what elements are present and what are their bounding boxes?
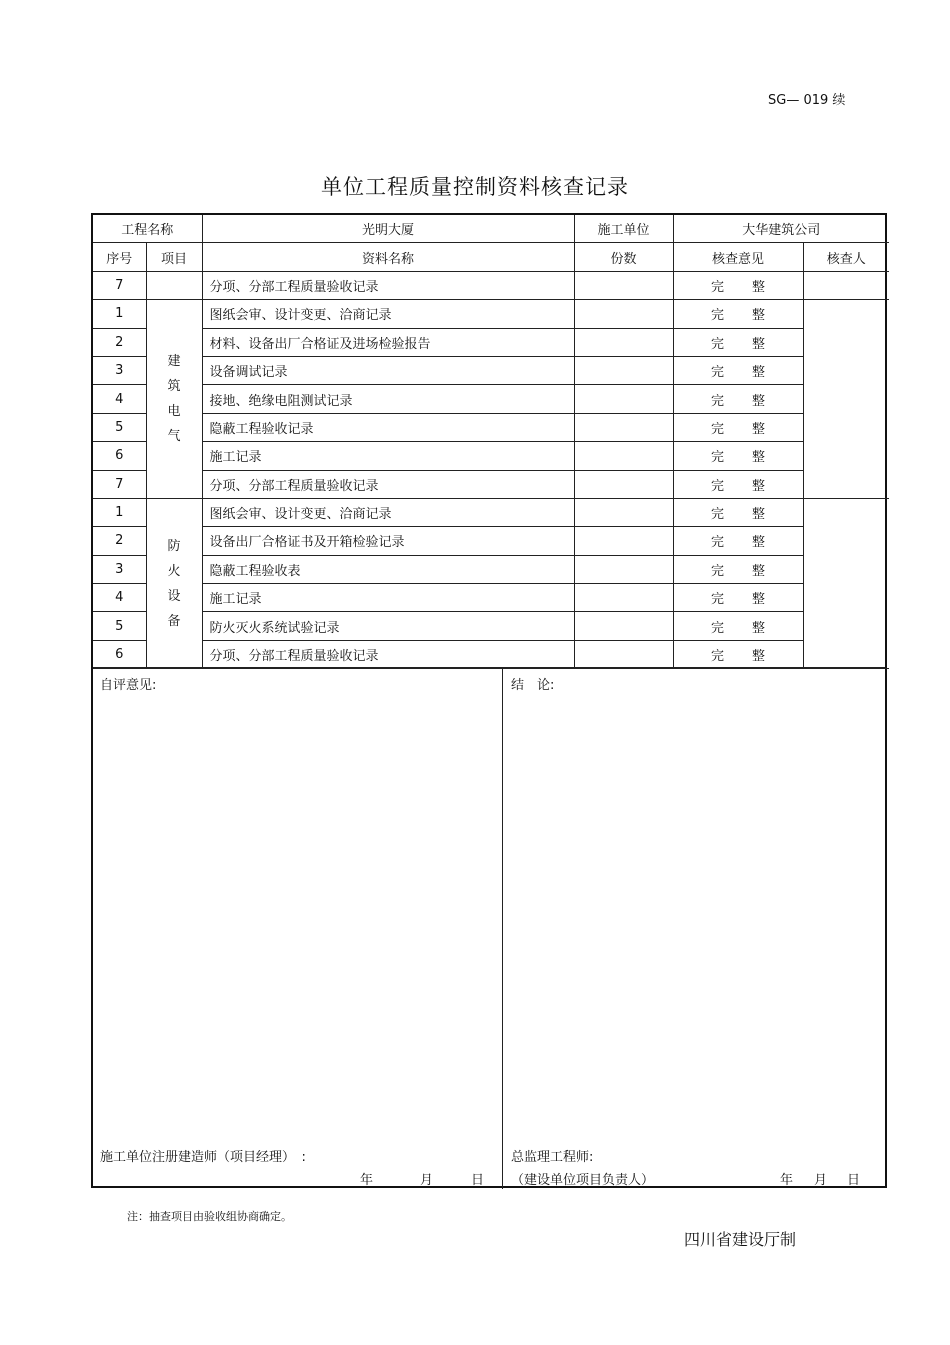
row-number: 3 — [93, 555, 146, 583]
opinion-char: 完 — [711, 620, 725, 636]
row-number: 2 — [93, 328, 146, 356]
col-header-opinion: 核查意见 — [673, 243, 803, 271]
record-name: 接地、绝缘电阻测试记录 — [202, 385, 574, 413]
opinion-char: 整 — [752, 478, 766, 494]
document-code: SG— 019 续 — [768, 93, 846, 108]
category-char: 气 — [167, 429, 181, 445]
opinion-char: 整 — [752, 649, 766, 665]
table-row — [93, 385, 889, 413]
owner-representative-label: （建设单位项目负责人） — [511, 1173, 655, 1188]
record-name: 隐蔽工程验收记录 — [202, 413, 574, 441]
row-number: 7 — [93, 271, 146, 299]
copies-cell — [574, 356, 673, 384]
opinion-char: 完 — [711, 421, 725, 437]
copies-cell — [574, 328, 673, 356]
category-char: 火 — [167, 563, 181, 579]
opinion-char: 整 — [752, 421, 766, 437]
project-name-value: 光明大厦 — [202, 215, 574, 243]
table-row — [93, 555, 889, 583]
table-row — [93, 612, 889, 640]
date-month-label: 月 — [814, 1173, 828, 1188]
category-cell — [146, 300, 202, 499]
copies-cell — [574, 271, 673, 299]
opinion-char: 整 — [752, 336, 766, 352]
row-number: 4 — [93, 584, 146, 612]
self-evaluation-label: 自评意见: — [100, 678, 157, 693]
inspection-form — [91, 213, 887, 1188]
opinion-char: 完 — [711, 592, 725, 608]
record-name: 材料、设备出厂合格证及进场检验报告 — [202, 328, 574, 356]
opinion-char: 完 — [711, 535, 725, 551]
opinion-char: 整 — [752, 308, 766, 324]
footnote: 注：抽查项目由验收组协商确定。 — [127, 1210, 292, 1223]
table-row — [93, 527, 889, 555]
opinion-char: 完 — [711, 336, 725, 352]
opinion-char: 完 — [711, 450, 725, 466]
signature-area — [93, 667, 885, 1189]
opinion-char: 完 — [711, 365, 725, 381]
table-row — [93, 413, 889, 441]
table-row — [93, 498, 889, 526]
table-row — [93, 442, 889, 470]
date-year-label: 年 — [360, 1173, 374, 1188]
record-name: 图纸会审、设计变更、洽商记录 — [202, 498, 574, 526]
page-title: 单位工程质量控制资料核查记录 — [321, 175, 629, 199]
date-day-label: 日 — [847, 1173, 861, 1188]
opinion-char: 整 — [752, 450, 766, 466]
checker-cell — [803, 498, 889, 668]
opinion-char: 完 — [711, 478, 725, 494]
category-char: 设 — [167, 588, 181, 604]
copies-cell — [574, 300, 673, 328]
row-number: 6 — [93, 442, 146, 470]
check-opinion — [673, 300, 803, 328]
copies-cell — [574, 555, 673, 583]
copies-cell — [574, 584, 673, 612]
row-number: 7 — [93, 470, 146, 498]
construction-unit-label: 施工单位 — [574, 215, 673, 243]
check-opinion — [673, 498, 803, 526]
opinion-char: 整 — [752, 393, 766, 409]
row-number: 2 — [93, 527, 146, 555]
table-row — [93, 328, 889, 356]
column-header-row — [93, 243, 889, 271]
check-opinion — [673, 328, 803, 356]
supervisor-signer-label: 总监理工程师: — [511, 1150, 594, 1165]
record-name: 设备出厂合格证书及开箱检验记录 — [202, 527, 574, 555]
opinion-char: 完 — [711, 308, 725, 324]
conclusion-section — [503, 668, 885, 1189]
checker-cell — [803, 300, 889, 499]
record-name: 隐蔽工程验收表 — [202, 555, 574, 583]
copies-cell — [574, 442, 673, 470]
project-name-label: 工程名称 — [93, 215, 202, 243]
check-opinion — [673, 442, 803, 470]
check-opinion: 完 整 — [673, 271, 803, 299]
opinion-char: 完 — [711, 507, 725, 523]
records-table — [93, 215, 889, 669]
record-name: 分项、分部工程质量验收记录 — [202, 470, 574, 498]
opinion-char: 整 — [752, 535, 766, 551]
record-name: 防火灭火系统试验记录 — [202, 612, 574, 640]
check-opinion — [673, 385, 803, 413]
table-row — [93, 271, 889, 299]
category-char: 电 — [167, 404, 181, 420]
copies-cell — [574, 413, 673, 441]
category-char: 建 — [167, 354, 181, 370]
self-evaluation-section — [93, 668, 503, 1189]
col-header-copies: 份数 — [574, 243, 673, 271]
item-cell — [146, 271, 202, 299]
table-row — [93, 300, 889, 328]
category-char: 防 — [167, 538, 181, 554]
row-number: 4 — [93, 385, 146, 413]
table-row — [93, 640, 889, 668]
header-row — [93, 215, 889, 243]
check-opinion — [673, 413, 803, 441]
check-opinion — [673, 527, 803, 555]
opinion-char: 整 — [752, 620, 766, 636]
opinion-char: 完 — [711, 649, 725, 665]
check-opinion — [673, 584, 803, 612]
table-row — [93, 356, 889, 384]
col-header-no: 序号 — [93, 243, 146, 271]
check-opinion — [673, 555, 803, 583]
table-row — [93, 584, 889, 612]
row-number: 1 — [93, 498, 146, 526]
contractor-signer-label: 施工单位注册建造师（项目经理） : — [100, 1150, 306, 1165]
date-day-label: 日 — [471, 1173, 485, 1188]
check-opinion — [673, 356, 803, 384]
checker-cell — [803, 271, 889, 299]
construction-unit-value: 大华建筑公司 — [673, 215, 889, 243]
record-name: 分项、分部工程质量验收记录 — [202, 271, 574, 299]
row-number: 5 — [93, 413, 146, 441]
table-row — [93, 470, 889, 498]
copies-cell — [574, 498, 673, 526]
copies-cell — [574, 385, 673, 413]
date-year-label: 年 — [780, 1173, 794, 1188]
issuer-label: 四川省建设厅制 — [684, 1230, 797, 1249]
check-opinion — [673, 640, 803, 668]
category-char: 筑 — [167, 379, 181, 395]
record-name: 施工记录 — [202, 442, 574, 470]
row-number: 6 — [93, 640, 146, 668]
copies-cell — [574, 527, 673, 555]
copies-cell — [574, 470, 673, 498]
opinion-char: 完 — [711, 393, 725, 409]
date-month-label: 月 — [420, 1173, 434, 1188]
record-name: 分项、分部工程质量验收记录 — [202, 640, 574, 668]
col-header-checker: 核查人 — [803, 243, 889, 271]
conclusion-label: 结 论: — [511, 678, 555, 693]
opinion-char: 整 — [752, 507, 766, 523]
col-header-item: 项目 — [146, 243, 202, 271]
record-name: 图纸会审、设计变更、洽商记录 — [202, 300, 574, 328]
row-number: 1 — [93, 300, 146, 328]
col-header-name: 资料名称 — [202, 243, 574, 271]
opinion-char: 整 — [752, 563, 766, 579]
category-char: 备 — [167, 613, 181, 629]
row-number: 5 — [93, 612, 146, 640]
category-cell — [146, 498, 202, 668]
record-name: 施工记录 — [202, 584, 574, 612]
row-number: 3 — [93, 356, 146, 384]
record-name: 设备调试记录 — [202, 356, 574, 384]
opinion-char: 完 — [711, 563, 725, 579]
opinion-char: 整 — [752, 365, 766, 381]
check-opinion — [673, 612, 803, 640]
copies-cell — [574, 640, 673, 668]
opinion-char: 整 — [752, 592, 766, 608]
copies-cell — [574, 612, 673, 640]
check-opinion — [673, 470, 803, 498]
